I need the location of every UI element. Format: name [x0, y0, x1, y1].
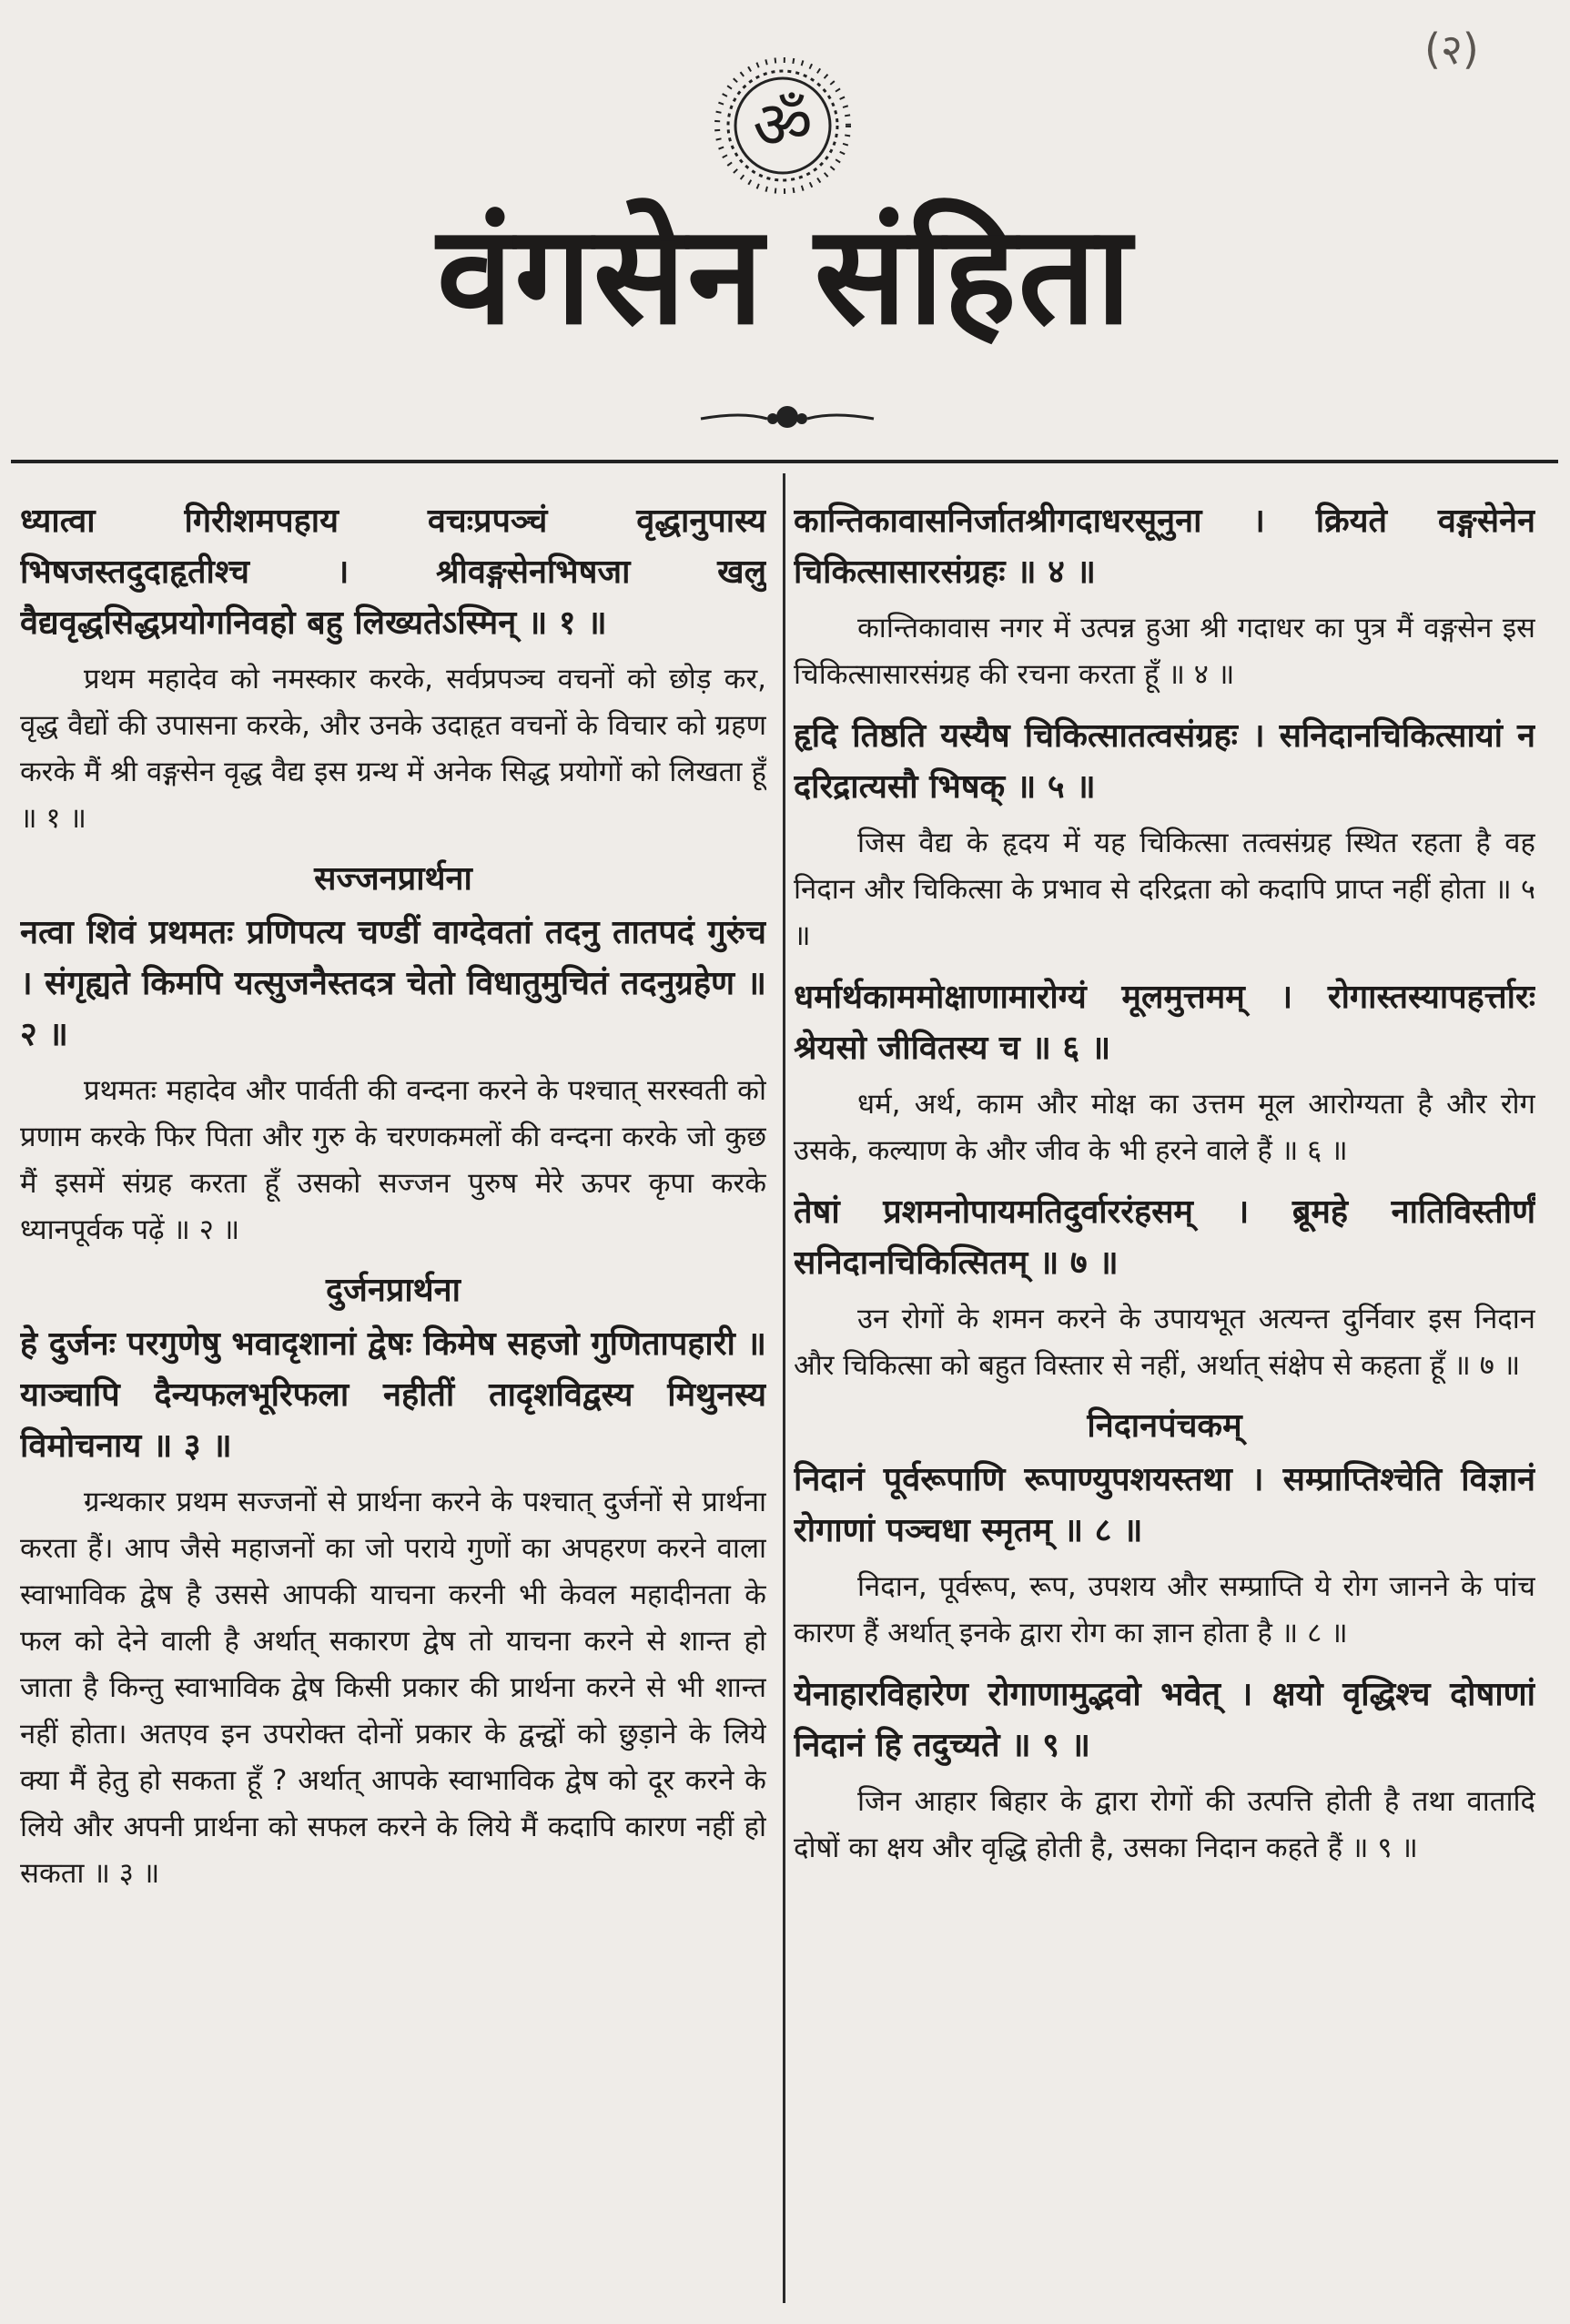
column-divider	[783, 473, 785, 2303]
hindi-translation-2: प्रथमतः महादेव और पार्वती की वन्दना करने के पश्चात् सरस्वती को प्रणाम करके फिर पिता और गुरु के चरणकमलों की वन्दना करके जो कुछ मैं इसमें संग्रह करता हूँ उसको सज्जन पुरुष मेरे ऊपर कृपा करके ध्यानपूर्वक पढ़ें ॥ २ ॥	[20, 1074, 766, 1246]
hindi-translation-5: जिस वैद्य के हृदय में यह चिकित्सा तत्वसंग्रह स्थित रहता है वह निदान और चिकित्सा के प्रभाव से दरिद्रता को कदापि प्राप्त नहीं होता ॥ ५ ॥	[794, 827, 1535, 952]
hindi-translation-9: जिन आहार बिहार के द्वारा रोगों की उत्पत्ति होती है तथा वातादि दोषों का क्षय और वृद्धि होती है, उसका निदान कहते हैं ॥ ९ ॥	[794, 1785, 1535, 1864]
sanskrit-verse-1: ध्यात्वा गिरीशमपहाय वचःप्रपञ्चं वृद्धानुपास्य भिषजस्तदुदाहृतीश्च । श्रीवङ्गसेनभिषजा खलु वैद्यवृद्धसिद्धप्रयोगनिवहो बहु लिख्यतेऽस्मिन् ॥ १ ॥	[20, 502, 766, 642]
sanskrit-verse-8: निदानं पूर्वरूपाणि रूपाण्युपशयस्तथा । सम्प्राप्तिश्चेति विज्ञानं रोगाणां पञ्चधा स्मृतम् ॥ ८ ॥	[794, 1461, 1535, 1549]
hindi-translation-3: ग्रन्थकार प्रथम सज्जनों से प्रार्थना करने के पश्चात् दुर्जनों से प्रार्थना करता हैं। आप जैसे महाजनों का जो पराये गुणों का अपहरण करने वाला स्वाभाविक द्वेष है उससे आपकी याचना करनी भी केवल महादीनता के फल को देने वाली है अर्थात् सकारण द्वेष तो याचना करने से शान्त हो जाता है किन्तु स्वाभाविक द्वेष किसी प्रकार की प्रार्थना करने से भी शान्त नहीं होता। अतएव इन उपरोक्त दोनों प्रकार के द्वन्द्वों को छुड़ाने के लिये क्या मैं हेतु हो सकता हूँ ? अर्थात् आपके स्वाभाविक द्वेष को दूर करने के लिये और अपनी प्रार्थना को सफल करने के लिये मैं कदापि कारण नहीं हो सकता ॥ ३ ॥	[20, 1486, 766, 1890]
hindi-translation-7: उन रोगों के शमन करने के उपायभूत अत्यन्त दुर्निवार इस निदान और चिकित्सा को बहुत विस्तार से नहीं, अर्थात् संक्षेप से कहता हूँ ॥ ७ ॥	[794, 1303, 1535, 1382]
page-number: (२)	[1424, 25, 1479, 74]
left-column	[20, 496, 766, 1910]
right-column	[794, 496, 1535, 1884]
sanskrit-verse-7: तेषां प्रशमनोपायमतिदुर्वाररंहसम् । ब्रूमहे नातिविस्तीर्णं सनिदानचिकित्सितम् ॥ ७ ॥	[794, 1193, 1535, 1282]
sanskrit-verse-2: नत्वा शिवं प्रथमतः प्रणिपत्य चण्डीं वाग्देवतां तदनु तातपदं गुरुंच । संगृह्यते किमपि यत्सुजनैस्तदत्र चेतो विधातुमुचितं तदनुग्रहेण ॥ २ ॥	[20, 914, 766, 1053]
decorative-flourish-icon	[696, 399, 878, 435]
sanskrit-verse-5: हृदि तिष्ठति यस्यैष चिकित्सातत्वसंग्रहः । सनिदानचिकित्सायां न दरिद्रात्यसौ भिषक् ॥ ५ ॥	[794, 717, 1535, 806]
sanskrit-verse-3: हे दुर्जनः परगुणेषु भवादृशानां द्वेषः किमेष सहजो गुणितापहारी ॥ याञ्चापि दैन्यफलभूरिफला नहीतीं तादृशविद्वस्य मिथुनस्य विमोचनाय ॥ ३ ॥	[20, 1325, 766, 1465]
hindi-translation-4: कान्तिकावास नगर में उत्पन्न हुआ श्री गदाधर का पुत्र मैं वङ्गसेन इस चिकित्सासारसंग्रह की रचना करता हूँ ॥ ४ ॥	[794, 612, 1535, 691]
om-emblem-icon	[696, 53, 869, 198]
svg-text:ॐ: ॐ	[753, 86, 813, 163]
section-heading-nidan: निदानपंचकम्	[1087, 1407, 1242, 1445]
header-divider	[11, 460, 1558, 463]
sanskrit-verse-9: येनाहारविहारेण रोगाणामुद्भवो भवेत् । क्षयो वृद्धिश्च दोषाणां निदानं हि तदुच्यते ॥ ९ ॥	[794, 1676, 1535, 1764]
section-heading-durjan: दुर्जनप्रार्थना	[326, 1272, 461, 1309]
book-title: वंगसेन संहिता	[437, 197, 1133, 355]
hindi-translation-1: प्रथम महादेव को नमस्कार करके, सर्वप्रपञ्च वचनों को छोड़ कर, वृद्ध वैद्यों की उपासना करके, और उनके उदाहृत वचनों के विचार को ग्रहण करके मैं श्री वङ्गसेन वृद्ध वैद्य इस ग्रन्थ में अनेक सिद्ध प्रयोगों को लिखता हूँ ॥ १ ॥	[20, 663, 766, 835]
sanskrit-verse-4: कान्तिकावासनिर्जातश्रीगदाधरसूनुना । क्रियते वङ्गसेनेन चिकित्सासारसंग्रहः ॥ ४ ॥	[794, 502, 1535, 591]
section-heading-sajjan: सज्जनप्रार्थना	[314, 860, 472, 898]
hindi-translation-8: निदान, पूर्वरूप, रूप, उपशय और सम्प्राप्ति ये रोग जानने के पांच कारण हैं अर्थात् इनके द्वारा रोग का ज्ञान होता है ॥ ८ ॥	[794, 1570, 1535, 1649]
hindi-translation-6: धर्म, अर्थ, काम और मोक्ष का उत्तम मूल आरोग्यता है और रोग उसके, कल्याण के और जीव के भी हरने वाले हैं ॥ ६ ॥	[794, 1088, 1535, 1167]
sanskrit-verse-6: धर्मार्थकाममोक्षाणामारोग्यं मूलमुत्तमम् । रोगास्तस्यापहर्त्तारः श्रेयसो जीवितस्य च ॥ ६ ॥	[794, 979, 1535, 1067]
